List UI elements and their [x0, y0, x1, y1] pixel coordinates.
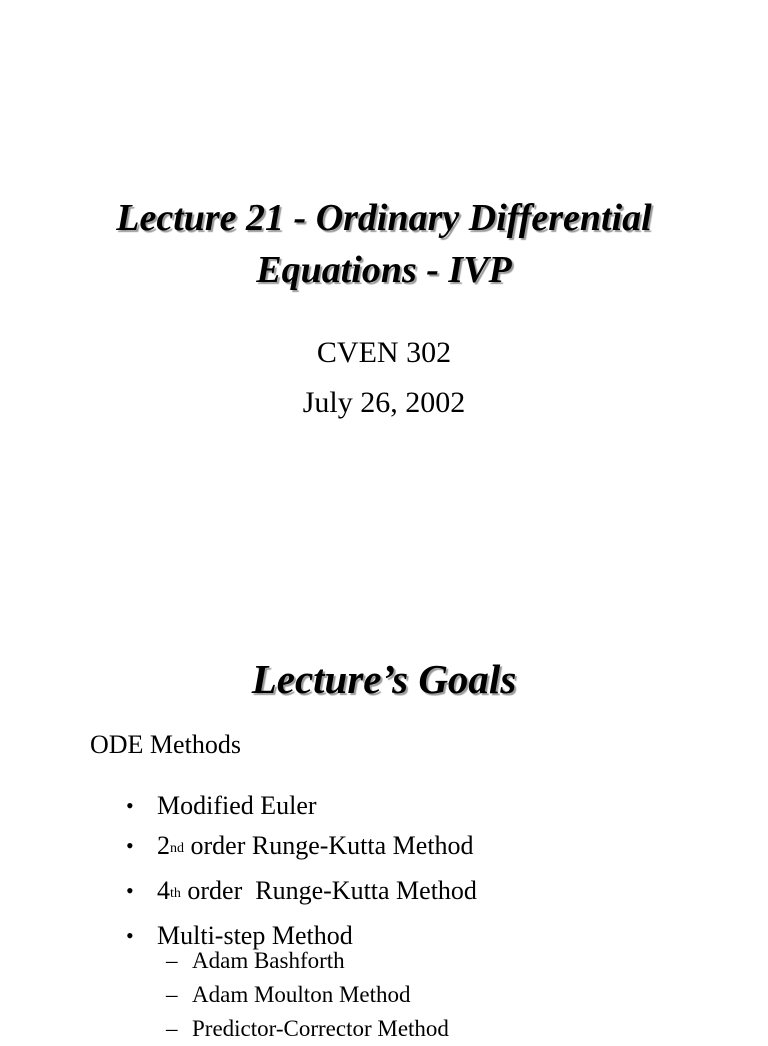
bullet-icon: •	[126, 878, 134, 903]
slide-goals	[0, 576, 768, 1041]
dash-icon: –	[166, 948, 178, 973]
lecture-title	[0, 192, 768, 296]
sub-item-text: Adam Bashforth	[192, 948, 345, 973]
goals-title: Lecture’s Goals	[251, 656, 517, 702]
bullet-prefix: 4	[157, 876, 170, 905]
bullet-text: order Runge-Kutta Method	[180, 876, 477, 905]
sub-item-text: Adam Moulton Method	[192, 982, 411, 1007]
sub-list-item	[166, 978, 449, 1012]
bullet-text: Modified Euler	[157, 791, 317, 820]
course-code: CVEN 302	[316, 336, 452, 369]
bullet-prefix: 2	[157, 831, 170, 860]
bullet-icon: •	[126, 793, 134, 818]
lecture-date: July 26, 2002	[302, 386, 466, 419]
multistep-sublist	[166, 944, 449, 1046]
bullet-icon: •	[126, 833, 134, 858]
bullet-superscript: th	[170, 886, 181, 901]
sub-list-item	[166, 944, 449, 978]
list-item	[126, 826, 477, 871]
bullet-text: Multi-step Method	[157, 921, 353, 950]
list-item	[126, 786, 477, 826]
dash-icon: –	[166, 1016, 178, 1041]
list-item	[126, 871, 477, 916]
sub-item-text: Predictor-Corrector Method	[192, 1016, 449, 1041]
bullet-text: order Runge-Kutta Method	[184, 831, 474, 860]
bullet-superscript: nd	[170, 841, 184, 856]
sub-list-item	[166, 1012, 449, 1046]
dash-icon: –	[166, 982, 178, 1007]
methods-list	[126, 786, 477, 956]
lecture-title-line-1: Lecture 21 - Ordinary Differential	[116, 197, 652, 239]
lecture-title-line-2: Equations - IVP	[256, 249, 512, 291]
bullet-icon: •	[126, 923, 134, 948]
ode-methods-heading: ODE Methods	[90, 730, 241, 759]
